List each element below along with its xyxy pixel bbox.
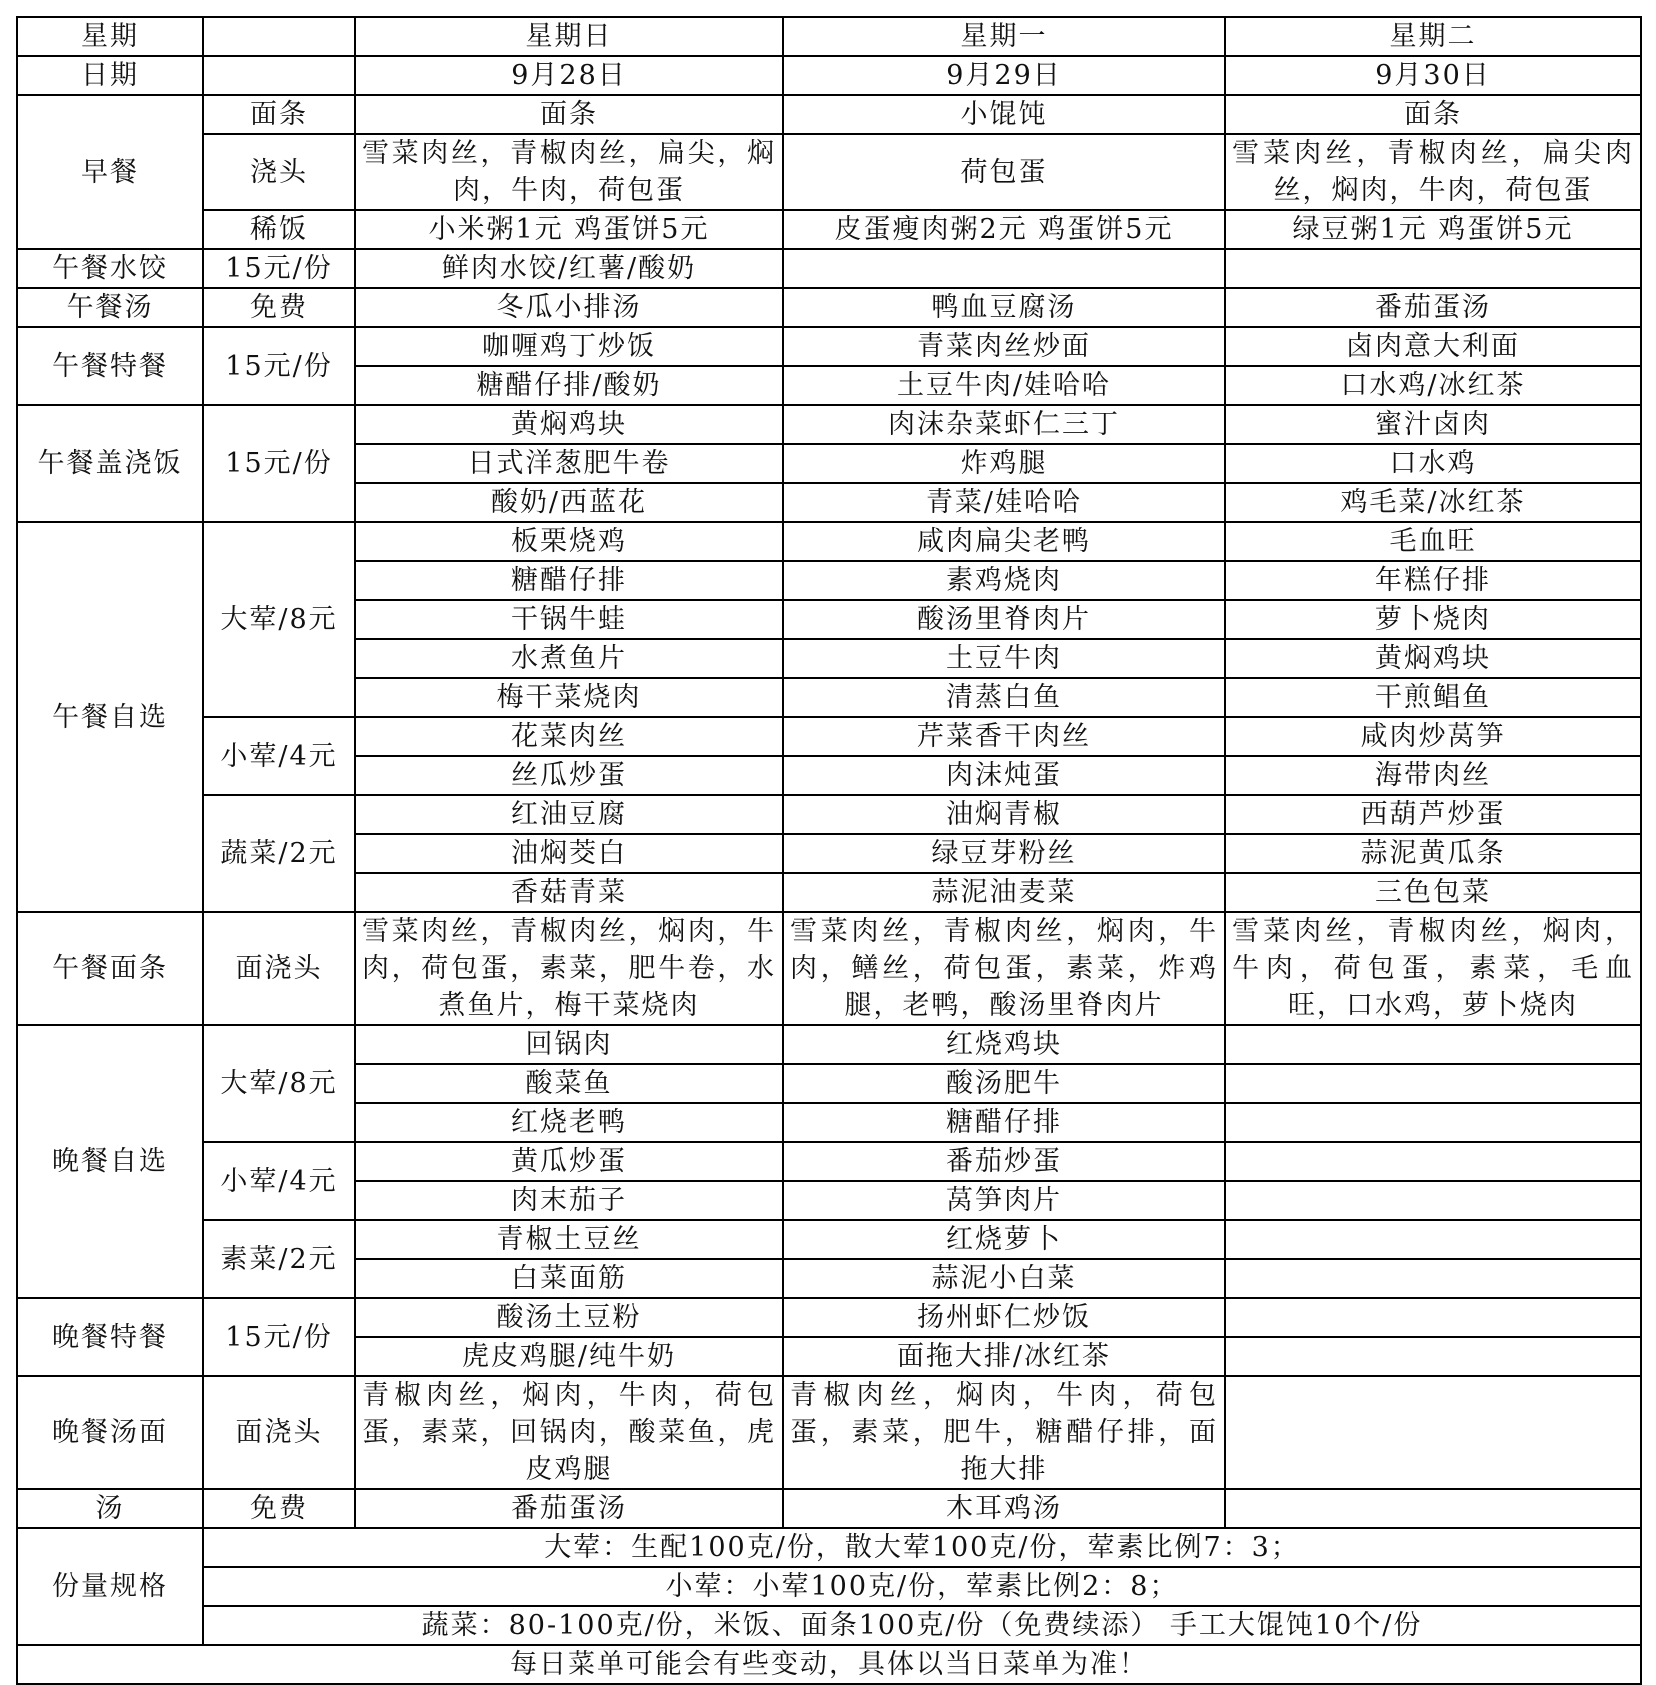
lunch-big-row <box>17 522 1641 561</box>
menu-cell: 土豆牛肉/娃哈哈 <box>783 366 1225 405</box>
menu-cell: 肉末茄子 <box>355 1181 783 1220</box>
menu-cell: 番茄蛋汤 <box>1225 288 1641 327</box>
lunch-special-row <box>17 327 1641 366</box>
menu-cell: 肉沫杂菜虾仁三丁 <box>783 405 1225 444</box>
menu-cell: 扬州虾仁炒饭 <box>783 1298 1225 1337</box>
menu-cell: 咸肉扁尖老鸭 <box>783 522 1225 561</box>
lunch-special-label: 午餐特餐 <box>17 327 203 405</box>
menu-cell: 水煮鱼片 <box>355 639 783 678</box>
lunch-soup-row <box>17 288 1641 327</box>
portion-row <box>17 1606 1641 1645</box>
menu-cell: 雪菜肉丝，青椒肉丝，扁尖，焖肉，牛肉，荷包蛋 <box>355 134 783 210</box>
lunch-dumplings-row <box>17 249 1641 288</box>
menu-cell: 蒜泥黄瓜条 <box>1225 834 1641 873</box>
menu-cell: 肉沫炖蛋 <box>783 756 1225 795</box>
price-cell: 免费 <box>203 1489 355 1528</box>
dinner-big-row <box>17 1025 1641 1064</box>
dinner-choice-label: 晚餐自选 <box>17 1025 203 1298</box>
menu-cell <box>1225 1025 1641 1064</box>
menu-cell: 番茄炒蛋 <box>783 1142 1225 1181</box>
menu-cell: 黄焖鸡块 <box>355 405 783 444</box>
menu-cell <box>1225 1103 1641 1142</box>
menu-cell: 白菜面筋 <box>355 1259 783 1298</box>
menu-cell: 青菜/娃哈哈 <box>783 483 1225 522</box>
menu-cell: 青菜肉丝炒面 <box>783 327 1225 366</box>
menu-cell <box>1225 1220 1641 1259</box>
date-cell: 9月28日 <box>355 56 783 95</box>
price-cell: 15元/份 <box>203 249 355 288</box>
breakfast-porridge-label: 稀饭 <box>203 210 355 249</box>
portion-label: 份量规格 <box>17 1528 203 1645</box>
menu-cell: 蒜泥油麦菜 <box>783 873 1225 912</box>
menu-cell: 炸鸡腿 <box>783 444 1225 483</box>
lunch-veg-label: 蔬菜/2元 <box>203 795 355 912</box>
menu-cell: 日式洋葱肥牛卷 <box>355 444 783 483</box>
menu-cell <box>1225 1142 1641 1181</box>
lunch-rice-row <box>17 405 1641 444</box>
menu-cell <box>1225 1064 1641 1103</box>
soup-label: 汤 <box>17 1489 203 1528</box>
lunch-noodles-sub: 面浇头 <box>203 912 355 1025</box>
menu-cell: 梅干菜烧肉 <box>355 678 783 717</box>
menu-cell: 糖醋仔排 <box>783 1103 1225 1142</box>
menu-cell: 鲜肉水饺/红薯/酸奶 <box>355 249 783 288</box>
soup-row <box>17 1489 1641 1528</box>
menu-cell: 糖醋仔排/酸奶 <box>355 366 783 405</box>
menu-cell: 莴笋肉片 <box>783 1181 1225 1220</box>
lunch-choice-label: 午餐自选 <box>17 522 203 912</box>
menu-cell: 青椒土豆丝 <box>355 1220 783 1259</box>
menu-cell: 干锅牛蛙 <box>355 600 783 639</box>
date-cell: 9月30日 <box>1225 56 1641 95</box>
menu-cell: 板栗烧鸡 <box>355 522 783 561</box>
menu-cell: 红烧鸡块 <box>783 1025 1225 1064</box>
menu-cell: 酸汤里脊肉片 <box>783 600 1225 639</box>
menu-cell <box>1225 1337 1641 1376</box>
weekday-cell: 星期日 <box>355 17 783 56</box>
menu-cell <box>783 249 1225 288</box>
menu-cell: 雪菜肉丝，青椒肉丝，焖肉，牛肉，荷包蛋，素菜，肥牛卷，水煮鱼片，梅干菜烧肉 <box>355 912 783 1025</box>
portion-line: 大荤：生配100克/份，散大荤100克/份，荤素比例7：3； <box>203 1528 1641 1567</box>
menu-cell: 酸奶/西蓝花 <box>355 483 783 522</box>
price-cell: 免费 <box>203 288 355 327</box>
date-label: 日期 <box>17 56 203 95</box>
dinner-noodles-sub: 面浇头 <box>203 1376 355 1489</box>
dinner-special-label: 晚餐特餐 <box>17 1298 203 1376</box>
menu-cell: 红油豆腐 <box>355 795 783 834</box>
lunch-small-label: 小荤/4元 <box>203 717 355 795</box>
price-cell: 15元/份 <box>203 1298 355 1376</box>
breakfast-label: 早餐 <box>17 95 203 249</box>
menu-cell: 咸肉炒莴笋 <box>1225 717 1641 756</box>
menu-cell: 西葫芦炒蛋 <box>1225 795 1641 834</box>
price-cell: 15元/份 <box>203 327 355 405</box>
menu-cell: 丝瓜炒蛋 <box>355 756 783 795</box>
menu-cell: 青椒肉丝，焖肉，牛肉，荷包蛋，素菜，回锅肉，酸菜鱼，虎皮鸡腿 <box>355 1376 783 1489</box>
menu-cell: 鸭血豆腐汤 <box>783 288 1225 327</box>
menu-cell <box>1225 1259 1641 1298</box>
menu-cell: 卤肉意大利面 <box>1225 327 1641 366</box>
menu-cell <box>1225 249 1641 288</box>
menu-cell: 萝卜烧肉 <box>1225 600 1641 639</box>
menu-cell: 土豆牛肉 <box>783 639 1225 678</box>
menu-cell: 鸡毛菜/冰红茶 <box>1225 483 1641 522</box>
menu-cell: 荷包蛋 <box>783 134 1225 210</box>
lunch-noodles-label: 午餐面条 <box>17 912 203 1025</box>
breakfast-topping-label: 浇头 <box>203 134 355 210</box>
date-row <box>17 56 1641 95</box>
menu-cell: 面条 <box>355 95 783 134</box>
menu-cell: 雪菜肉丝，青椒肉丝，焖肉，牛肉，荷包蛋，素菜，毛血旺，口水鸡，萝卜烧肉 <box>1225 912 1641 1025</box>
menu-cell: 青椒肉丝，焖肉，牛肉，荷包蛋，素菜，肥牛，糖醋仔排，面拖大排 <box>783 1376 1225 1489</box>
menu-cell: 雪菜肉丝，青椒肉丝，扁尖肉丝，焖肉，牛肉，荷包蛋 <box>1225 134 1641 210</box>
menu-cell: 油焖茭白 <box>355 834 783 873</box>
menu-cell: 皮蛋瘦肉粥2元 鸡蛋饼5元 <box>783 210 1225 249</box>
lunch-veg-row <box>17 795 1641 834</box>
menu-cell: 虎皮鸡腿/纯牛奶 <box>355 1337 783 1376</box>
lunch-dumplings-label: 午餐水饺 <box>17 249 203 288</box>
breakfast-porridge-row <box>17 210 1641 249</box>
dinner-noodles-label: 晚餐汤面 <box>17 1376 203 1489</box>
menu-cell <box>1225 1298 1641 1337</box>
breakfast-noodle-row <box>17 95 1641 134</box>
menu-cell: 清蒸白鱼 <box>783 678 1225 717</box>
menu-cell: 酸汤肥牛 <box>783 1064 1225 1103</box>
menu-cell: 小馄饨 <box>783 95 1225 134</box>
menu-cell: 酸汤土豆粉 <box>355 1298 783 1337</box>
price-cell: 15元/份 <box>203 405 355 522</box>
portion-row <box>17 1528 1641 1567</box>
menu-cell: 油焖青椒 <box>783 795 1225 834</box>
breakfast-noodle-label: 面条 <box>203 95 355 134</box>
menu-cell: 芹菜香干肉丝 <box>783 717 1225 756</box>
menu-cell: 黄焖鸡块 <box>1225 639 1641 678</box>
menu-cell: 小米粥1元 鸡蛋饼5元 <box>355 210 783 249</box>
menu-cell <box>1225 1489 1641 1528</box>
weekday-cell: 星期一 <box>783 17 1225 56</box>
menu-cell: 面条 <box>1225 95 1641 134</box>
menu-cell: 冬瓜小排汤 <box>355 288 783 327</box>
menu-cell: 蒜泥小白菜 <box>783 1259 1225 1298</box>
portion-line: 蔬菜：80-100克/份，米饭、面条100克/份（免费续添） 手工大馄饨10个/份 <box>203 1606 1641 1645</box>
menu-cell: 红烧萝卜 <box>783 1220 1225 1259</box>
dinner-small-label: 小荤/4元 <box>203 1142 355 1220</box>
menu-cell: 素鸡烧肉 <box>783 561 1225 600</box>
date-cell: 9月29日 <box>783 56 1225 95</box>
menu-cell: 木耳鸡汤 <box>783 1489 1225 1528</box>
menu-cell: 回锅肉 <box>355 1025 783 1064</box>
dinner-small-row <box>17 1142 1641 1181</box>
menu-cell: 口水鸡 <box>1225 444 1641 483</box>
menu-cell: 糖醋仔排 <box>355 561 783 600</box>
lunch-big-label: 大荤/8元 <box>203 522 355 717</box>
menu-cell: 香菇青菜 <box>355 873 783 912</box>
menu-cell: 蜜汁卤肉 <box>1225 405 1641 444</box>
menu-note: 每日菜单可能会有些变动，具体以当日菜单为准！ <box>17 1645 1641 1684</box>
menu-cell <box>1225 1181 1641 1220</box>
menu-cell: 番茄蛋汤 <box>355 1489 783 1528</box>
menu-cell: 海带肉丝 <box>1225 756 1641 795</box>
menu-cell: 绿豆粥1元 鸡蛋饼5元 <box>1225 210 1641 249</box>
menu-cell: 三色包菜 <box>1225 873 1641 912</box>
menu-cell: 口水鸡/冰红茶 <box>1225 366 1641 405</box>
menu-cell: 干煎鲳鱼 <box>1225 678 1641 717</box>
menu-cell: 毛血旺 <box>1225 522 1641 561</box>
empty-cell <box>203 56 355 95</box>
menu-cell: 雪菜肉丝，青椒肉丝，焖肉，牛肉，鳝丝，荷包蛋，素菜，炸鸡腿，老鸭，酸汤里脊肉片 <box>783 912 1225 1025</box>
empty-cell <box>203 17 355 56</box>
dinner-veg-label: 素菜/2元 <box>203 1220 355 1298</box>
lunch-soup-label: 午餐汤 <box>17 288 203 327</box>
weekday-row <box>17 17 1641 56</box>
menu-cell: 面拖大排/冰红茶 <box>783 1337 1225 1376</box>
weekly-menu-table <box>16 16 1642 1685</box>
dinner-special-row <box>17 1298 1641 1337</box>
lunch-rice-label: 午餐盖浇饭 <box>17 405 203 522</box>
weekday-cell: 星期二 <box>1225 17 1641 56</box>
lunch-small-row <box>17 717 1641 756</box>
menu-cell: 黄瓜炒蛋 <box>355 1142 783 1181</box>
weekday-label: 星期 <box>17 17 203 56</box>
menu-cell <box>1225 1376 1641 1489</box>
menu-cell: 红烧老鸭 <box>355 1103 783 1142</box>
note-row <box>17 1645 1641 1684</box>
portion-line: 小荤：小荤100克/份，荤素比例2：8； <box>203 1567 1641 1606</box>
menu-cell: 绿豆芽粉丝 <box>783 834 1225 873</box>
menu-cell: 年糕仔排 <box>1225 561 1641 600</box>
menu-cell: 咖喱鸡丁炒饭 <box>355 327 783 366</box>
menu-cell: 酸菜鱼 <box>355 1064 783 1103</box>
dinner-veg-row <box>17 1220 1641 1259</box>
menu-cell: 花菜肉丝 <box>355 717 783 756</box>
portion-row <box>17 1567 1641 1606</box>
dinner-big-label: 大荤/8元 <box>203 1025 355 1142</box>
